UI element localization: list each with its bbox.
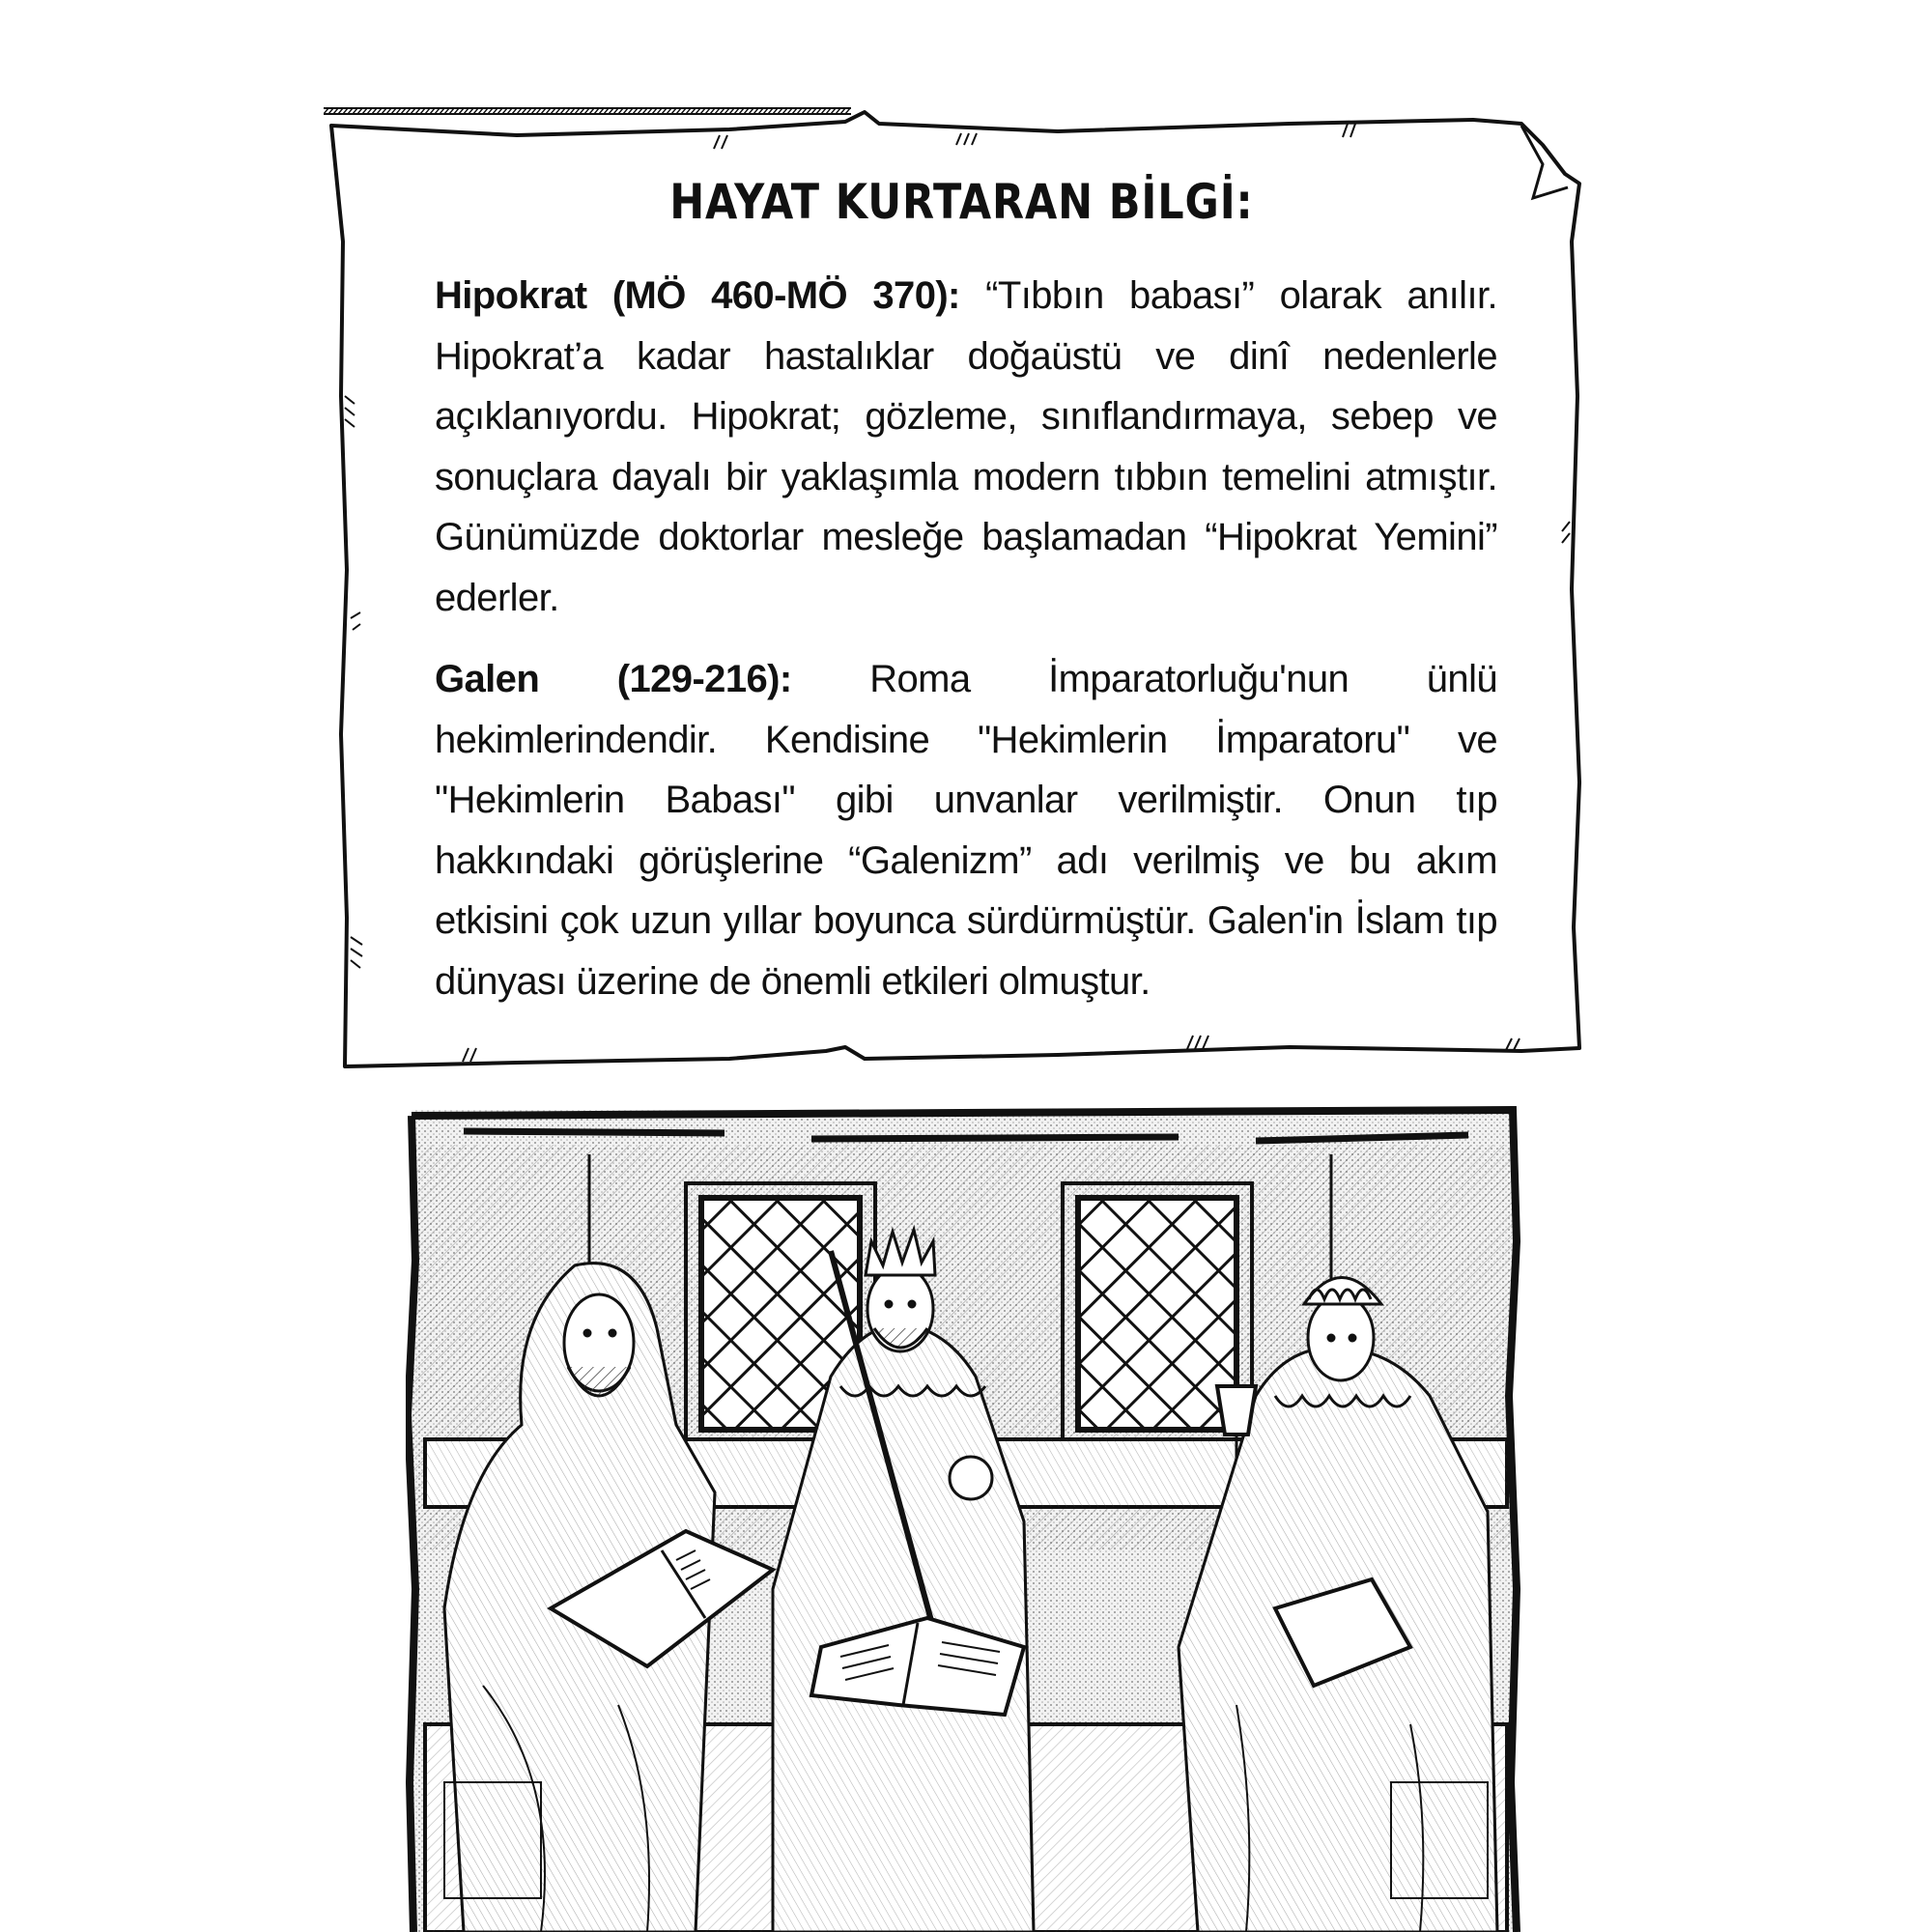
entry-galen [435, 649, 1497, 1011]
entry-text: Roma İmparatorluğu'nun ünlü hekimlerindendir. Kendisine "Hekimlerin İmparatoru" ve "Hekimlerin Babası" gibi unvanlar verilmiştir. Onun tıp hakkındaki görüşlerine “Galenizm” adı verilmiş ve bu akım etkisini çok uzun yıllar boyunca sürdürmüştür. Galen'in İslam tıp dünyası üzerine de önemli etkileri olmuştur. [435, 658, 1497, 1003]
info-box [324, 106, 1599, 1077]
box-title [324, 174, 1599, 238]
entries [435, 266, 1497, 1011]
entry-name: Hipokrat (MÖ 460-MÖ 370): [435, 274, 960, 317]
illustration-three-scholars [406, 1106, 1526, 1932]
box-title-text: HAYAT KURTARAN BİLGİ: [668, 174, 1254, 230]
entry-name: Galen (129-216): [435, 658, 792, 700]
entry-hipokrat [435, 266, 1497, 628]
entry-text: “Tıbbın babası” olarak anılır. Hipokrat’a kadar hastalıklar doğaüstü ve dinî nedenlerle açıklanıyordu. Hipokrat; gözleme, sınıflandırmaya, sebep ve sonuçlara dayalı bir yaklaşımla modern tıbbın temelini atmıştır. Günümüzde doktorlar mesleğe başlamadan “Hipokrat Yemini” ederler. [435, 274, 1497, 619]
title-underline [324, 106, 851, 116]
engraving-scene [406, 1106, 1526, 1932]
